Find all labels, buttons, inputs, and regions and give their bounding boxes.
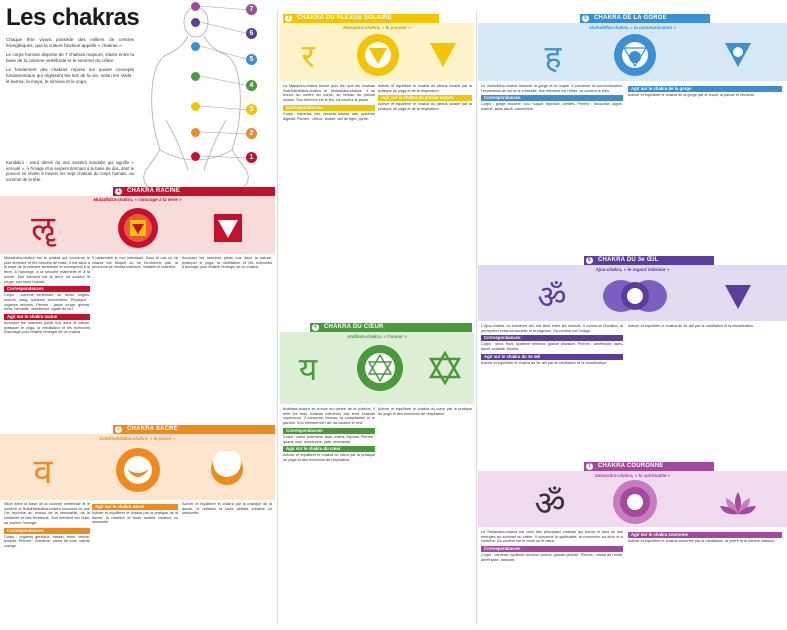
chakra-2-act-header: Agir sur le chakra sacré	[92, 504, 178, 510]
body-num-2: 2	[246, 128, 257, 139]
anahata-symbol-icon: य	[298, 350, 318, 387]
chakra-7-subtitle: Sahasrâra-chakra, « la spiritualité »	[594, 473, 671, 478]
chakra-5-corr-header: Correspondances	[481, 95, 623, 101]
chakra-2-act: Activer et équilibrer le chakra par la pratique de la danse, la natation et toute activité créative ou sensuelle.	[92, 511, 178, 525]
chakra-4-header	[310, 323, 472, 332]
chakra-5-act-header: Agir sur le chakra de la gorge	[628, 86, 782, 92]
chakra-3-subtitle: Manipûra-chakra, « le pouvoir »	[343, 25, 411, 30]
chakra-6-corr-header: Correspondances	[481, 335, 623, 341]
chakra-6-act: Activer et équilibrer le chakra du 3e œil par la méditation et la visualisation.	[481, 360, 607, 365]
chakra-1-number: 1	[115, 188, 122, 195]
chakra-1-subtitle: Muladhâra-chakra, « l'ancrage à la terre »	[93, 197, 182, 202]
crown-mandala-icon	[610, 478, 660, 526]
chakra-1-act-b: Accepter les marches pieds nus dans la nature, pratiquer le yoga, la méditation et les exercices d'ancrage pour rétablir l'énergie de ce chakra.	[182, 256, 272, 270]
muladhara-symbol-icon: ॡ	[31, 210, 55, 248]
chakra-3-text: Le Manipûra-chakra trouve plus loin que les chakras Svâdhishthâna-chakra et Muladhâra-chakra. Il se trouve au centre du corps, au niveau du plexus solaire. Son élément est le feu, sa couleur le jaune.	[283, 84, 375, 103]
chakra-7-act-header: Agir sur le chakra couronne	[628, 532, 782, 538]
sahasrara-om-icon: ॐ	[534, 485, 566, 523]
chakra-4-corr-header: Correspondances	[283, 428, 375, 434]
third-eye-mandala-icon	[600, 274, 670, 318]
sacral-mandala-icon	[113, 444, 163, 496]
chakra-4-act: Activer et équilibrer le chakra du cœur par la pratique du yoga et des exercices de respiration.	[283, 453, 375, 462]
crescent-icon	[207, 448, 247, 490]
kundalini-note: Kundalini : word dérivé du mot sanskrit kundalin qui signifie « enroulé ». À l'image d'un serpent dormant à la base du dos, dont le pouvoir se révèle à travers les sept chakras du corps humain, au sommet de la tête.	[6, 160, 134, 182]
chakra-7-col-a	[481, 530, 623, 626]
chakra-4-col-b	[378, 407, 472, 627]
chakra-3-col-b	[378, 84, 472, 312]
chakra-6-act-header: Agir sur le chakra du 3e œil	[481, 354, 623, 360]
svadhisthana-symbol-icon: व	[33, 453, 53, 491]
chakra-2-corr-header: Correspondances	[4, 528, 90, 534]
chakra-2-number: 2	[115, 426, 122, 433]
chakra-3-header	[283, 14, 439, 23]
triangle-down-icon	[210, 210, 246, 246]
throat-mandala-icon	[612, 32, 658, 78]
intro-paragraph-3: Le fondement des chakras repose sur quatre concepts fondamentaux qui régissent les lois de la vie, selon les Veda : le karma, la maya, le nirvana et le yoga.	[6, 67, 134, 84]
chakra-3-act-b: Activer et équilibrer le chakra du plexus solaire par la pratique du yoga et de la respiration.	[378, 84, 472, 93]
chakra-7-title: CHAKRA COURONNE	[598, 463, 664, 469]
chakra-2-act-b: Activer et équilibrer le chakra par la pratique de la danse, la natation et toute activité créative ou sensuelle.	[182, 502, 272, 516]
chakra-6-header	[584, 256, 714, 265]
chakra-3-act-header: Agir sur le chakra du plexus solaire	[378, 95, 472, 101]
chakra-4-act-b: Activer et équilibrer le chakra du cœur par la pratique du yoga et des exercices de respiration.	[378, 407, 472, 416]
chakra-2-corr: Corps : organes génitaux, bassin, reins, vessie, lymphe. Pierres : cornaline, pierre de lune, calcite orange.	[4, 534, 90, 548]
chakra-2-header	[113, 425, 275, 434]
chakra-1-act-header: Agir sur le chakra racine	[4, 314, 90, 320]
chakra-5-title: CHAKRA DE LA GORGE	[594, 15, 667, 21]
chakra-5-corr: Corps : gorge, bouche, cou, nuque, thyroïde, oreilles. Pierres : turquoise, aigue-marine, lapis-lazuli, calcédoine.	[481, 102, 623, 112]
body-num-7: 7	[246, 4, 257, 15]
meditating-figure	[138, 0, 256, 210]
body-num-4: 4	[246, 80, 257, 91]
chakra-3-number: 3	[285, 15, 292, 22]
chakra-5-act: Activer et équilibrer le chakra de la gorge par le chant, la parole et l'écriture.	[628, 93, 756, 97]
chakra-1-corr-header: Correspondances	[4, 286, 90, 292]
chakra-7-corr-header: Correspondances	[481, 546, 623, 552]
chakra-4-subtitle: Anâhata-chakra, « l'amour »	[347, 334, 407, 339]
chakra-6-corr: Corps : yeux, front, système nerveux, glande pituitaire. Pierres : améthyste, lapis-lazuli, sodalite, fluorite.	[481, 342, 623, 352]
chakra-7-text: Le Sahasrâra-chakra est celui des principaux chakras qui trouve le plus de ses énergies au sommet du crâne. Il concerne la spiritualité, la connexion au divin et à l'univers. Sa couleur est le violet ou le blanc.	[481, 530, 623, 544]
chakra-1-col-a	[4, 256, 90, 421]
chakra-3-title: CHAKRA DU PLEXUS SOLAIRE	[297, 15, 392, 21]
chakra-7-act: Activer et équilibrer le chakra couronne par la méditation, la prière et le silence intérieur.	[628, 539, 776, 543]
chakra-6-col-b	[628, 324, 782, 464]
chakra-5-header	[580, 14, 710, 23]
chakra-3-corr: Corps : estomac, foie, vésicule biliaire, rate, système digestif. Pierres : citrine, ambre, œil de tigre, pyrite.	[283, 111, 375, 121]
intro-paragraph-1: Chaque être vivant possède des milliers de centres énergétiques, que la culture hindoue appelle « chakras ».	[6, 37, 134, 48]
chakra-2-text: Situé entre la base de la colonne vertébrale et le nombril, le Svâdhishthâna-chakra concerne ce que l'on éprouve au niveau de la sensualité, de la créativité et des émotions. Son élément est l'eau, sa couleur l'orange.	[4, 502, 90, 525]
chakra-7-corr: Corps : cerveau, système nerveux central, glande pinéale. Pierres : cristal de roche, améthyste, diamant.	[481, 553, 623, 562]
chakra-3-col-a	[283, 84, 375, 312]
chakra-1-act: Accepter les marches pieds nus dans la nature, pratiquer le yoga, la méditation et les exercices d'ancrage pour rétablir l'énergie de ce chakra.	[4, 321, 90, 335]
chakra-3-corr-header: Correspondances	[283, 105, 375, 111]
heart-mandala-icon	[355, 342, 405, 394]
chakra-7-number: 7	[586, 463, 593, 470]
chakra-2-title: CHAKRA SACRÉ	[127, 426, 178, 432]
chakra-5-subtitle: Vishuddha-chakra, « la communication »	[588, 25, 677, 30]
chakra-1-title: CHAKRA RACINE	[127, 188, 181, 194]
lotus-icon	[716, 484, 760, 522]
chakra-2-subtitle: Svâdhishthâna-chakra, « le plaisir »	[99, 436, 176, 441]
vishuddha-symbol-icon: ह	[544, 38, 562, 75]
manipura-symbol-icon: र	[301, 37, 315, 74]
chakra-4-act-header: Agir sur le chakra du cœur	[283, 446, 375, 452]
chakra-1-col-c	[182, 256, 272, 421]
chakra-6-act-b: Activer et équilibrer le chakra du 3e œil par la méditation et la visualisation.	[628, 324, 754, 328]
chakra-6-col-a	[481, 324, 623, 464]
page-title: Les chakras	[6, 4, 140, 31]
triangle-down-icon	[425, 38, 461, 72]
chakra-2-col-a	[4, 502, 90, 626]
body-num-1: 1	[246, 152, 257, 163]
chakra-6-text: L'Ajna-chakra, ou troisième œil, est situé entre les sourcils. Il concerne l'intuition, la perception extra-sensorielle et la sagesse. Sa couleur est l'indigo.	[481, 324, 623, 333]
root-mandala-icon	[115, 205, 161, 251]
chakra-1-corr: Corps : colonne vertébrale, os, dents, ongles, rectum, sang, système immunitaire. Physique : organes sexuels. Pierres : jaspe rouge, grenat, rubis, hématite, obsidienne, agate de feu.	[4, 293, 90, 312]
solar-mandala-icon	[355, 32, 401, 78]
divider-right	[476, 10, 477, 625]
ajna-symbol-icon: ॐ	[537, 278, 567, 315]
chakra-4-title: CHAKRA DU CŒUR	[324, 324, 384, 330]
chakra-5-number: 5	[582, 15, 589, 22]
chakra-4-corr: Corps : cœur, poumons, bras, mains, thymus. Pierres : quartz rose, aventurine, jade, émeraude.	[283, 434, 375, 444]
chakra-4-col-a	[283, 407, 375, 627]
chakra-1-col-b	[92, 256, 178, 421]
hexagram-icon	[425, 348, 465, 388]
body-num-3: 3	[246, 104, 257, 115]
chakra-1-text2: Il rassemble le moi individuel. Sous le cas où ce chakra est bloqué ou ne fonctionne pas, la personne se sentira insécure, instable et craintive.	[92, 256, 178, 270]
triangle-down-icon	[720, 38, 756, 72]
chakra-1-header	[113, 187, 275, 196]
chakra-7-col-b	[628, 530, 782, 626]
chakra-4-text: Anâhata-chakra se trouve au centre de la poitrine, il relie les trois chakras inférieurs aux trois chakras supérieurs. Il concerne l'amour, la compassion et le pardon. Son élément est l'air, sa couleur le vert.	[283, 407, 375, 426]
body-num-5: 5	[246, 54, 257, 65]
chakra-1-text: Muladhâra-chakra est le chakra qui concerne le plan terrestre et les besoins de base. Il est situé à la base de la colonne vertébrale et correspond à la terre, à l'ancrage, à la sécurité matérielle et à la survie. Son élément est la terre, sa couleur le rouge, son sens l'odorat.	[4, 256, 90, 284]
chakra-5-col-a	[481, 84, 623, 244]
divider-left	[277, 10, 278, 625]
intro-text	[6, 37, 134, 85]
chakra-5-col-b	[628, 84, 782, 244]
intro-paragraph-2: Le corps humain dispose de 7 chakras majeurs, situés entre la base de la colonne vertébrale et le sommet du crâne.	[6, 52, 134, 63]
chakra-2-col-b	[92, 502, 178, 626]
chakra-5-text: Le Vishuddha-chakra traverse la gorge et la nuque. Il concerne la communication, l'expression de soi et la créativité. Son élément est l'éther, sa couleur le bleu.	[481, 84, 623, 93]
triangle-down-icon	[720, 280, 756, 314]
body-num-6: 6	[246, 28, 257, 39]
chakra-4-number: 4	[312, 324, 319, 331]
chakra-7-header	[584, 462, 714, 471]
chakra-6-title: CHAKRA DU 3e ŒIL	[598, 257, 659, 263]
chakra-6-subtitle: Ajna-chakra, « le regard intérieur »	[595, 267, 670, 272]
chakra-6-number: 6	[586, 257, 593, 264]
chakra-3-act: Activer et équilibrer le chakra du plexus solaire par la pratique du yoga et de la respiration.	[378, 102, 472, 112]
chakra-2-col-c	[182, 502, 272, 626]
